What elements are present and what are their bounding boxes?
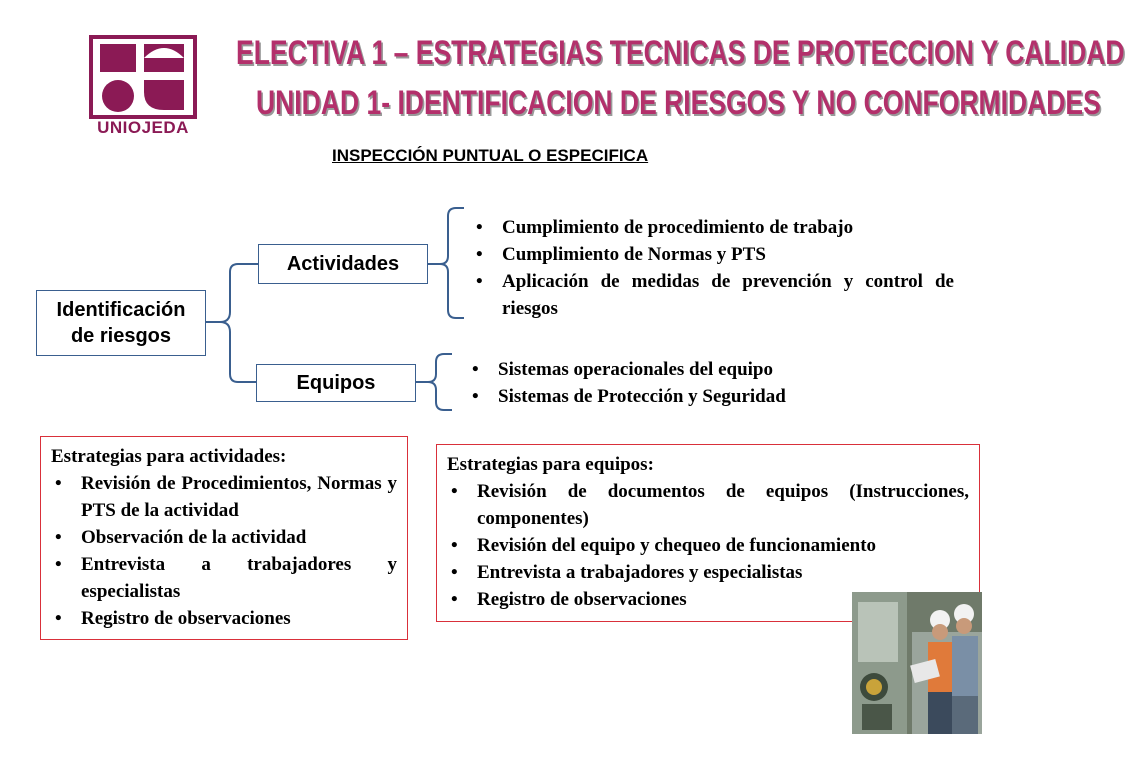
section-subtitle: INSPECCIÓN PUNTUAL O ESPECIFICA: [332, 146, 649, 165]
list-item: • Revisión del equipo y chequeo de funcionamiento: [447, 532, 969, 559]
equipment-strategies-heading: Estrategias para equipos:: [447, 454, 654, 475]
list-item: • Observación de la actividad: [51, 524, 397, 551]
root-label-line1: Identificación: [56, 299, 186, 321]
list-item: • Aplicación de medidas de prevención y control de riesgos: [472, 268, 954, 322]
root-brace-lower: [206, 322, 256, 382]
root-brace: [206, 264, 258, 322]
list-item: • Entrevista a trabajadores y especialistas: [51, 551, 397, 605]
workers-inspection-photo: [852, 592, 982, 734]
list-item: • Revisión de Procedimientos, Normas y PTS de la actividad: [51, 470, 397, 524]
equipment-brace-lower: [416, 382, 452, 410]
activities-strategies-box: [40, 436, 408, 640]
list-item: • Registro de observaciones: [447, 586, 969, 613]
list-item: • Entrevista a trabajadores y especialistas: [447, 559, 969, 586]
logo-text: UNIOJEDA: [97, 118, 189, 137]
list-item: • Registro de observaciones: [51, 605, 397, 632]
course-title: ELECTIVA 1 – ESTRATEGIAS TECNICAS DE PROTECCION Y CALIDAD: [236, 34, 1125, 72]
list-item: • Cumplimiento de Normas y PTS: [472, 241, 954, 268]
list-item: • Revisión de documentos de equipos (Instrucciones, componentes): [447, 478, 969, 532]
list-item: • Sistemas de Protección y Seguridad: [468, 383, 888, 410]
equipment-node: Equipos: [256, 364, 416, 402]
activities-list: [472, 214, 954, 322]
root-label-line2: de riesgos: [70, 325, 172, 347]
activities-brace-lower: [428, 264, 464, 318]
list-item: • Sistemas operacionales del equipo: [468, 356, 888, 383]
list-item: • Cumplimiento de procedimiento de trabajo: [472, 214, 954, 241]
activities-brace: [428, 208, 464, 264]
activities-strategies-heading: Estrategias para actividades:: [51, 446, 287, 467]
risk-identification-node: [36, 290, 206, 356]
unit-title: UNIDAD 1- IDENTIFICACION DE RIESGOS Y NO CONFORMIDADES: [256, 84, 1101, 122]
activities-node: Actividades: [258, 244, 428, 284]
equipment-list: [468, 356, 888, 410]
equipment-brace: [416, 354, 452, 382]
